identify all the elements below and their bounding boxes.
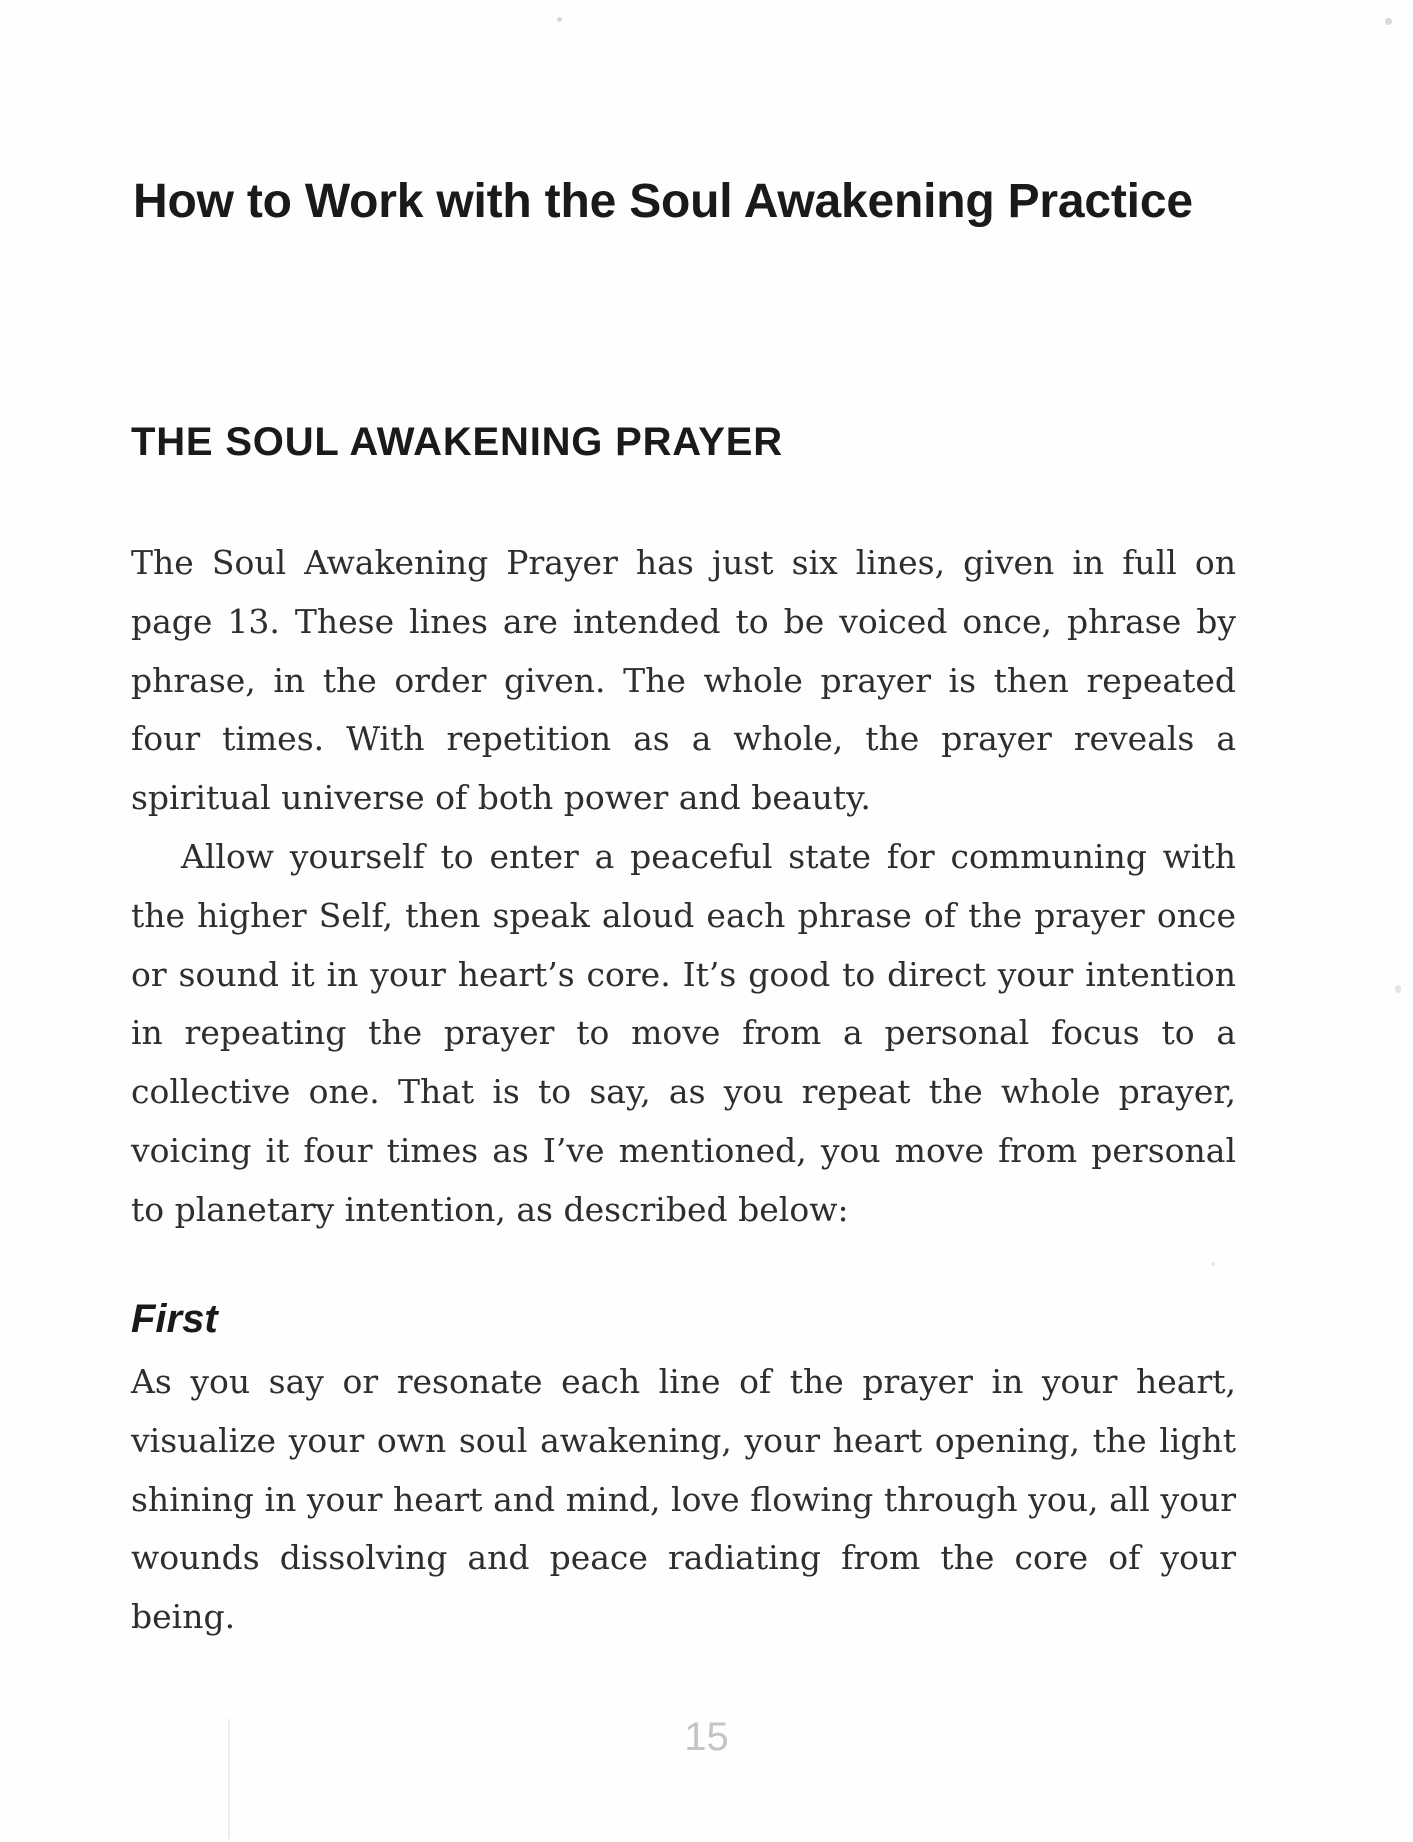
body-paragraph-2: Allow yourself to enter a peaceful state for communing with the higher Self, then speak aloud each phrase of the prayer once or sound it in your heart’s core. It’s good to direct your intention in repeating the prayer to move from a personal focus to a collective one. That is to say, as you repeat the whole prayer, voicing it four times as I’ve mentioned, you move from personal to planetary intention, as described below:: [131, 837, 1236, 1229]
subheading-first: First: [131, 1297, 218, 1341]
section-heading: THE SOUL AWAKENING PRAYER: [131, 420, 783, 464]
chapter-title: How to Work with the Soul Awakening Practice: [133, 175, 1193, 228]
page-number: 15: [684, 1715, 729, 1759]
scan-edge-mark: [228, 1719, 230, 1839]
scan-speck: [1211, 1262, 1215, 1266]
scan-speck: [557, 17, 562, 22]
scan-speck: [1385, 18, 1392, 25]
body-paragraph-3: As you say or resonate each line of the prayer in your heart, visualize your own soul awakening, your heart opening, the light shining in your heart and mind, love flowing through you, all your wounds dissolving and peace radiating from the core of your being.: [131, 1362, 1236, 1637]
scan-speck: [1395, 985, 1401, 993]
body-paragraph-1: The Soul Awakening Prayer has just six lines, given in full on page 13. These lines are intended to be voiced once, phrase by phrase, in the order given. The whole prayer is then repeated four times. With repetition as a whole, the prayer reveals a spiritual universe of both power and beauty.: [131, 543, 1236, 818]
